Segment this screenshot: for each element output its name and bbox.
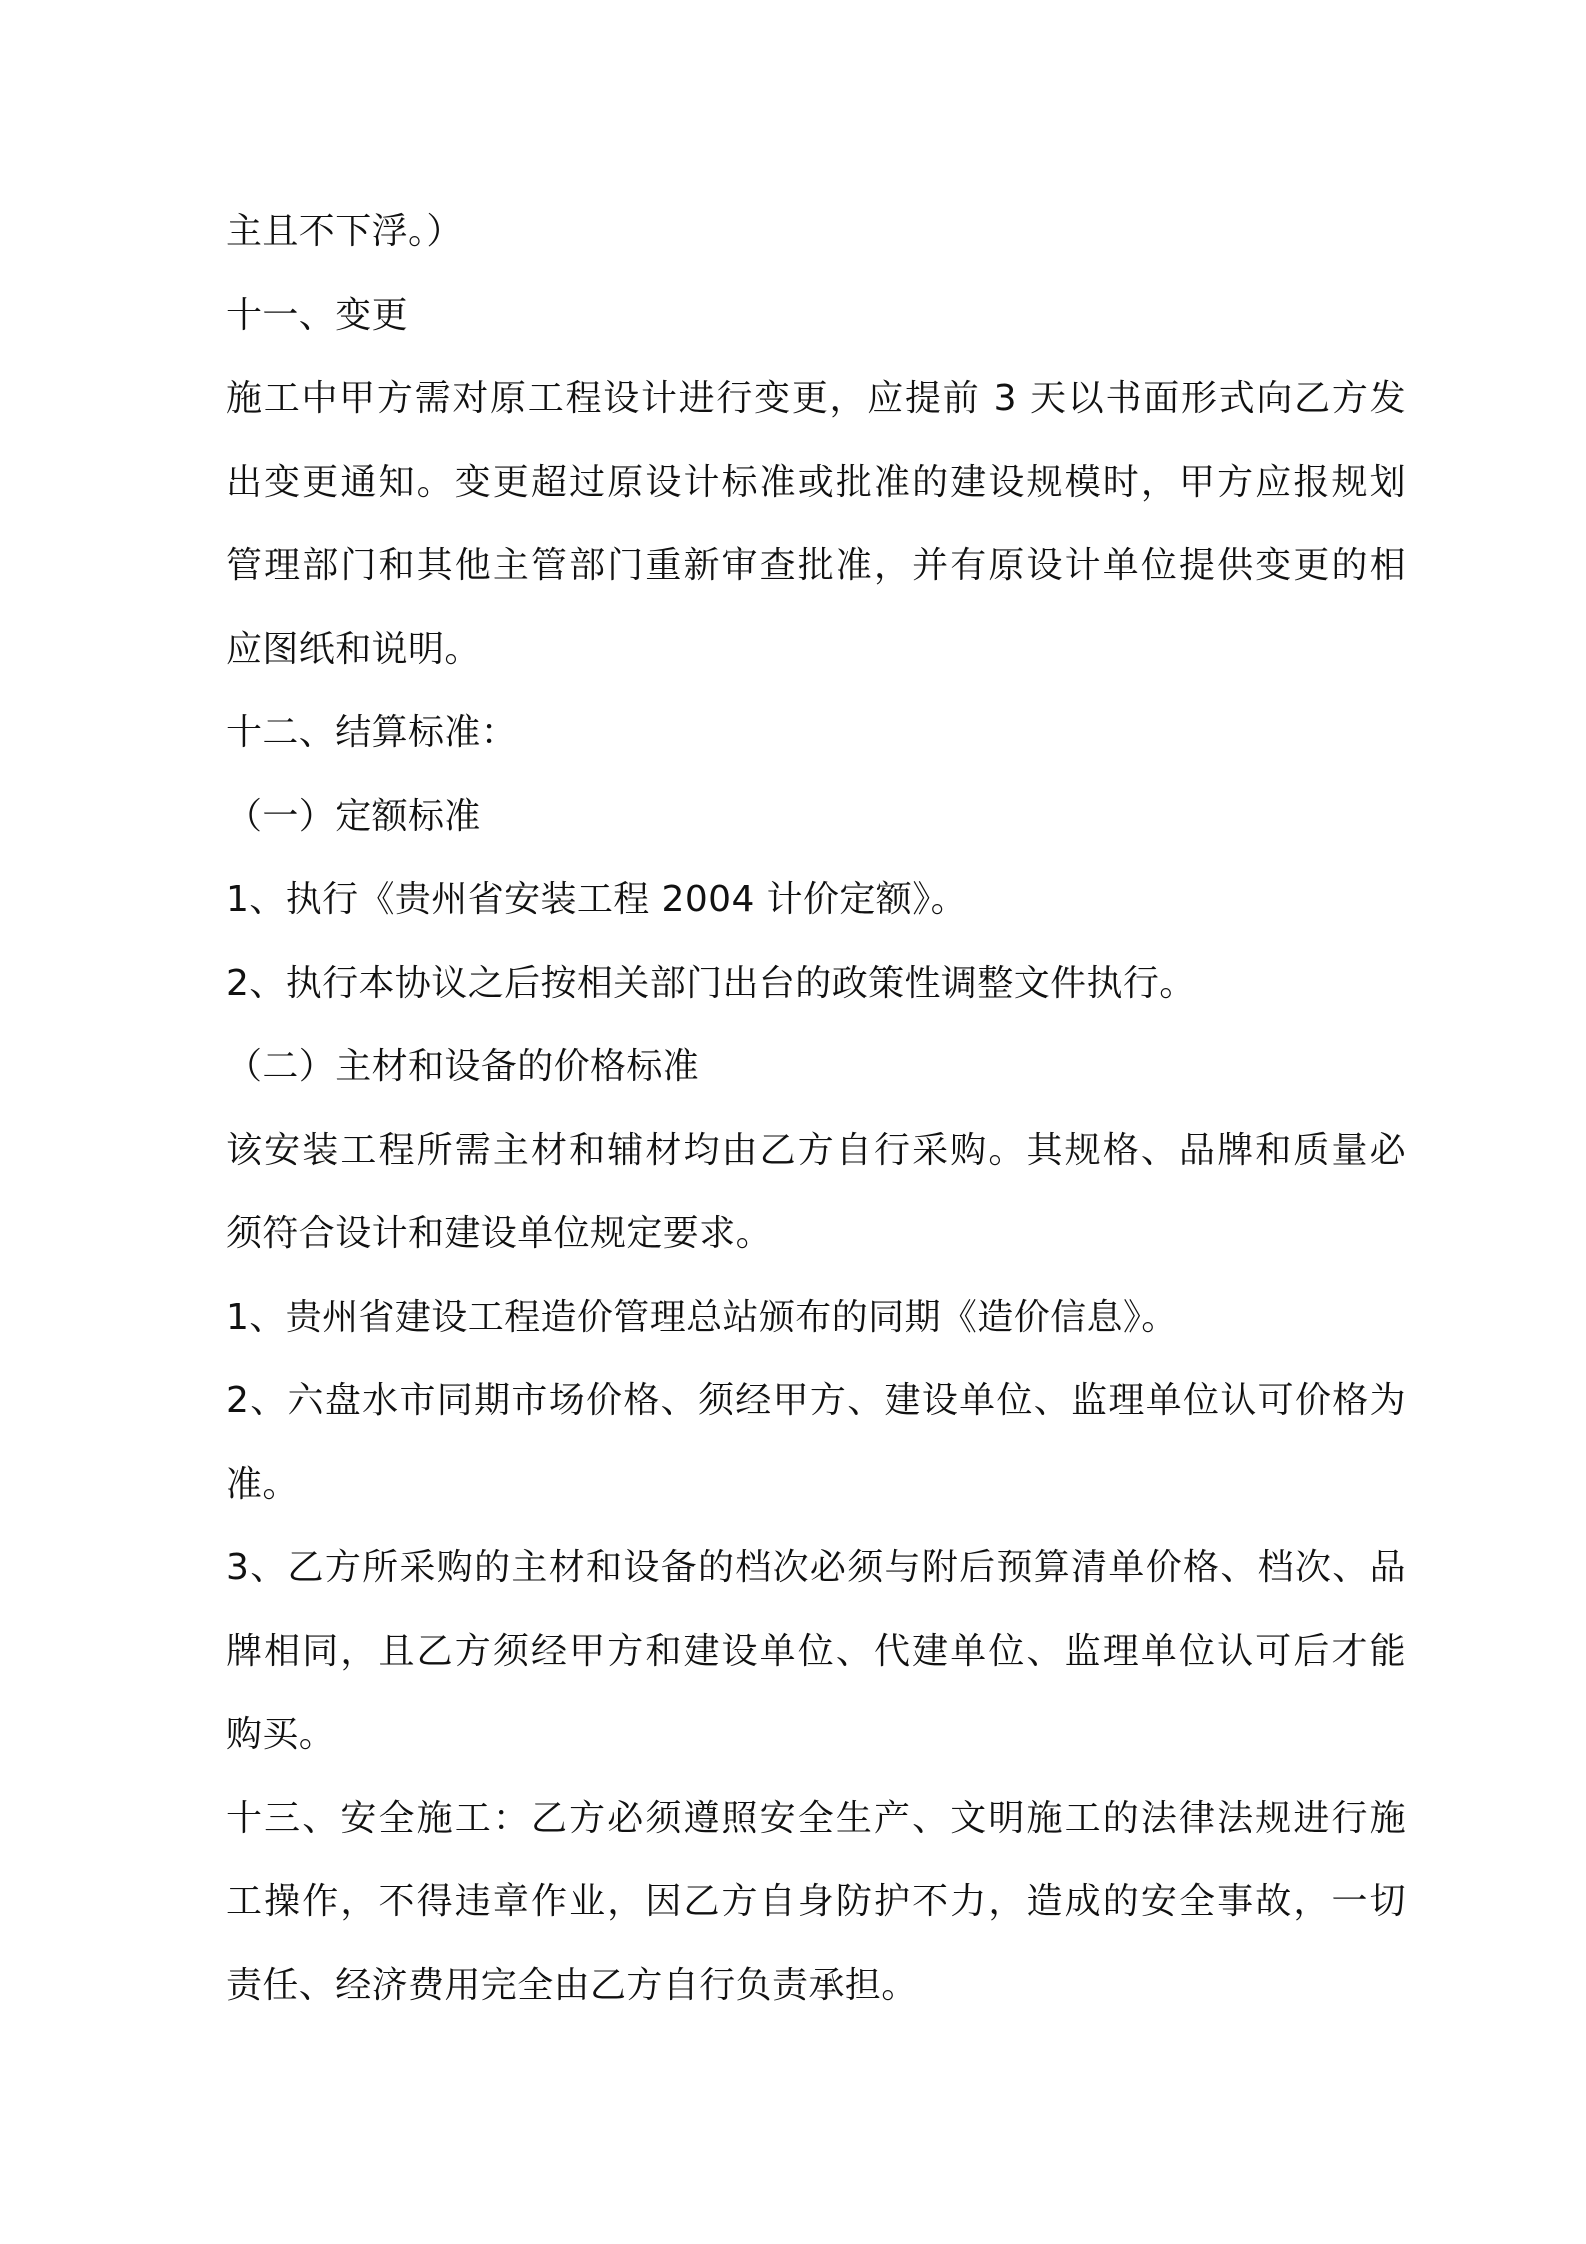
text-line: 牌相同，且乙方须经甲方和建设单位、代建单位、监理单位认可后才能 [226, 1630, 1406, 1672]
text-line: 3、乙方所采购的主材和设备的档次必须与附后预算清单价格、档次、品 [226, 1547, 1406, 1588]
text-line: 购买。 [226, 1714, 336, 1755]
text-line: （二）主材和设备的价格标准 [226, 1046, 700, 1087]
text-line: （一）定额标准 [226, 795, 481, 837]
text-line: 十二、结算标准： [226, 712, 518, 753]
document-body [226, 190, 1406, 2027]
text-line: 2、六盘水市同期市场价格、须经甲方、建设单位、监理单位认可价格为 [226, 1380, 1406, 1421]
text-line: 责任、经济费用完全由乙方自行负责承担。 [226, 1964, 918, 2006]
text-line: 须符合设计和建设单位规定要求。 [226, 1213, 773, 1254]
text-line: 1、执行《贵州省安装工程 2004 计价定额》。 [226, 879, 968, 920]
text-line: 主且不下浮。） [226, 211, 463, 252]
text-line: 十三、安全施工：乙方必须遵照安全生产、文明施工的法律法规进行施 [226, 1797, 1406, 1839]
text-line: 2、执行本协议之后按相关部门出台的政策性调整文件执行。 [226, 962, 1196, 1004]
text-line: 施工中甲方需对原工程设计进行变更，应提前 3 天以书面形式向乙方发 [226, 378, 1406, 419]
text-line: 1、贵州省建设工程造价管理总站颁布的同期《造价信息》。 [226, 1296, 1178, 1338]
text-line: 十一、变更 [226, 294, 409, 336]
text-line: 工操作，不得违章作业，因乙方自身防护不力，造成的安全事故，一切 [226, 1881, 1406, 1922]
text-line: 准。 [226, 1463, 299, 1505]
text-line: 出变更通知。变更超过原设计标准或批准的建设规模时，甲方应报规划 [226, 461, 1406, 503]
text-line: 管理部门和其他主管部门重新审查批准，并有原设计单位提供变更的相 [226, 545, 1406, 586]
text-line: 该安装工程所需主材和辅材均由乙方自行采购。其规格、品牌和质量必 [226, 1129, 1406, 1171]
text-line: 应图纸和说明。 [226, 628, 481, 670]
